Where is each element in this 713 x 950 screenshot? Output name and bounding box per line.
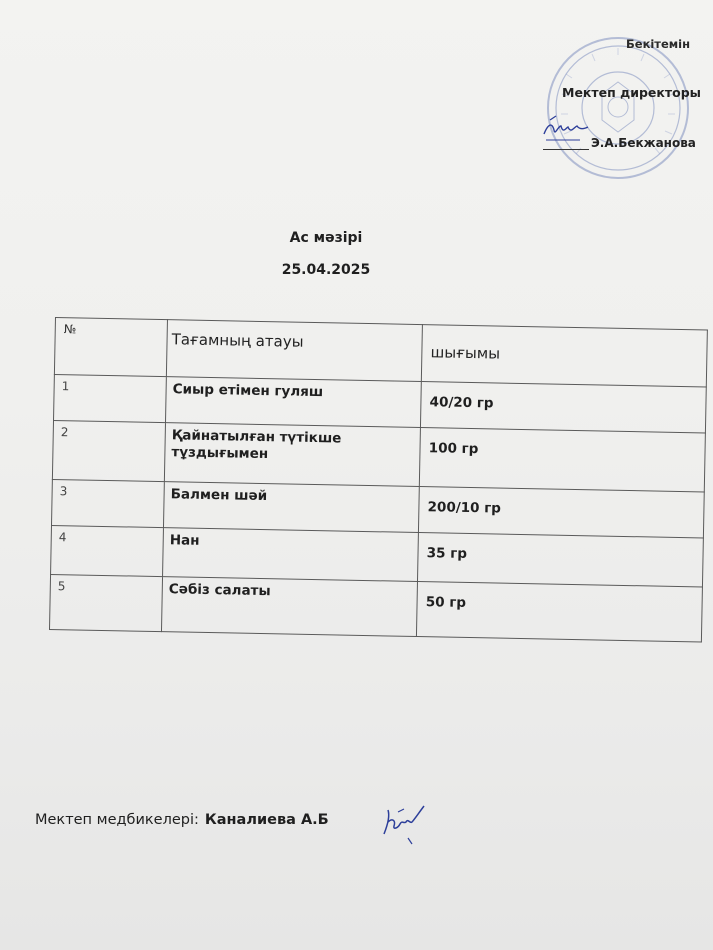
row-yield: 50 гр: [417, 582, 703, 642]
nurse-signature: [378, 800, 440, 848]
menu-title: Ас мәзірі: [289, 230, 363, 246]
approval-position: Мектеп директоры: [562, 85, 701, 100]
footer-signoff: [35, 812, 329, 828]
school-stamp-seal: [542, 34, 694, 182]
row-number: 2: [52, 420, 165, 481]
row-dish-name: Нан: [163, 528, 419, 582]
row-dish-name: Сиыр етімен гуляш: [166, 377, 422, 428]
approval-caption: Бекітемін: [626, 37, 691, 51]
menu-date: 25.04.2025: [281, 262, 371, 278]
header-number: №: [54, 318, 167, 377]
footer-role: Мектеп медбикелері:: [35, 812, 199, 828]
approval-name: Э.А.Бекжанова: [591, 136, 696, 150]
header-yield: шығымы: [422, 325, 708, 387]
menu-table: [49, 317, 708, 642]
row-yield: 35 гр: [418, 533, 704, 587]
row-dish-name: Сәбіз салаты: [162, 577, 418, 637]
row-dish-name: Балмен шәй: [164, 482, 420, 533]
footer-person: Каналиева А.Б: [204, 812, 329, 828]
director-signature: [540, 112, 600, 148]
row-yield: 40/20 гр: [421, 382, 707, 433]
table-row: [50, 574, 703, 642]
row-number: 4: [51, 525, 164, 576]
header-dish-name: Тағамның атауы: [166, 320, 422, 382]
row-number: 1: [54, 374, 167, 422]
row-yield: 100 гр: [420, 428, 706, 492]
row-number: 3: [51, 479, 164, 527]
row-yield: 200/10 гр: [419, 487, 705, 538]
row-dish-name: Қайнатылған түтікше тұздығымен: [164, 423, 420, 487]
row-number: 5: [50, 574, 163, 631]
director-signature-line: [543, 149, 589, 150]
